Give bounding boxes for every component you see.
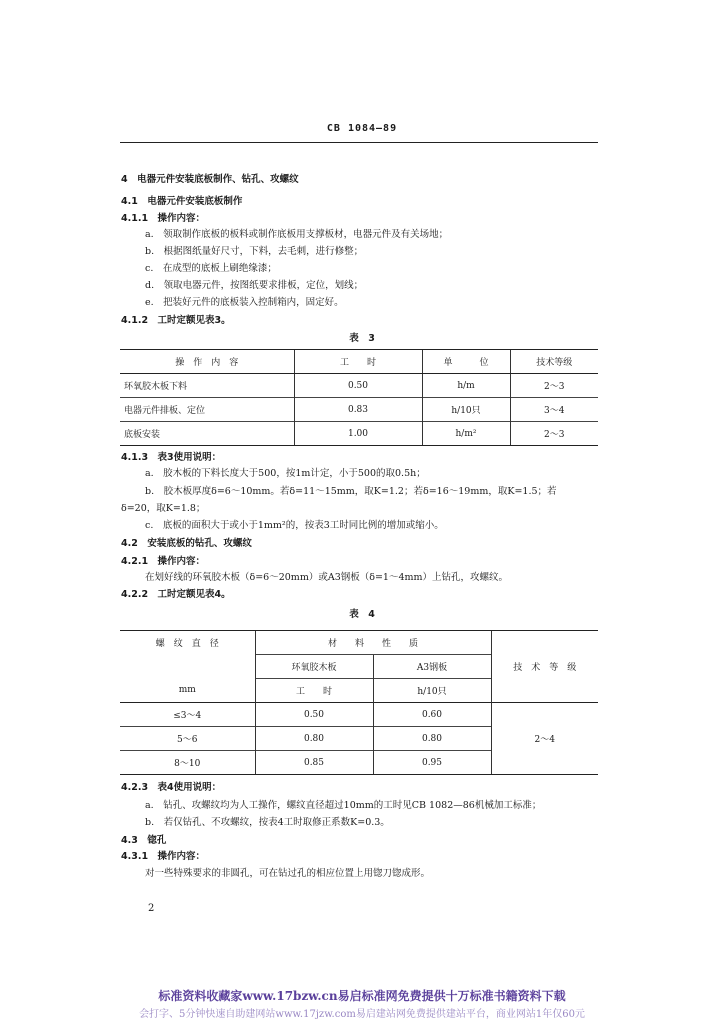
- list-item: e. 把装好元件的底板装入控制箱内，固定好。: [145, 297, 344, 308]
- table-cell: 5～6: [120, 727, 255, 751]
- section-4-2-1-title: 4.2.1 操作内容：: [121, 556, 206, 567]
- section-4-1-1-title: 4.1.1 操作内容：: [121, 213, 206, 224]
- list-item: b. 根据图纸量好尺寸，下料，去毛刺，进行修整；: [145, 246, 364, 257]
- note-item: b. 若仅钻孔、不攻螺纹，按表4工时取修正系数K=0.3。: [145, 817, 390, 828]
- table-4: [120, 631, 598, 774]
- watermark-line-1: 标准资料收藏家www.17bzw.cn易启标准网免费提供十万标准书籍资料下载: [158, 989, 566, 1003]
- section-4-2-title: 4.2 安装底板的钻孔、攻螺纹: [121, 538, 252, 549]
- table-header-row: [120, 631, 598, 655]
- note-item: a. 胶木板的下料长度大于500，按1m计定，小于500的取0.5h；: [145, 468, 426, 479]
- table-cell: 电器元件排板、定位: [120, 398, 294, 422]
- section-4-3-1-title: 4.3.1 操作内容：: [121, 851, 206, 862]
- table-cell: 底板安装: [120, 422, 294, 446]
- table-cell: 3～4: [510, 398, 598, 422]
- table-cell: 0.50: [294, 374, 422, 398]
- table-header-cell: h/10只: [373, 679, 491, 703]
- body-text: 对一些特殊要求的非圆孔，可在钻过孔的相应位置上用锪刀锪成形。: [145, 868, 431, 879]
- body-text: 在划好线的环氧胶木板（δ=6～20mm）或A3钢板（δ=1～4mm）上钻孔，攻螺纹。: [145, 572, 509, 583]
- note-item: c. 底板的面积大于或小于1mm²的，按表3工时同比例的增加或缩小。: [145, 520, 444, 531]
- table-cell: 8～10: [120, 751, 255, 775]
- list-item: d. 领取电器元件，按图纸要求排板，定位，划线；: [145, 280, 364, 291]
- table-cell: 0.85: [255, 751, 373, 775]
- table-cell: 2～4: [491, 703, 598, 775]
- table-row: [120, 422, 598, 446]
- table-cell: 0.80: [373, 727, 491, 751]
- table-cell: 环氧胶木板下料: [124, 382, 188, 392]
- table-3-bottom-rule: [120, 445, 598, 446]
- list-item: c. 在成型的底板上刷绝缘漆；: [145, 263, 277, 274]
- section-4-1-3-title: 4.1.3 表3使用说明：: [121, 452, 222, 463]
- table-cell: 2～3: [510, 374, 598, 398]
- table-cell: 0.83: [294, 398, 422, 422]
- note-item: δ=20，取K=1.8；: [121, 503, 206, 514]
- header-rule: [120, 142, 598, 143]
- list-item: a. 领取制作底板的板料或制作底板用支撑板材，电器元件及有关场地；: [145, 229, 449, 240]
- table-3-caption: 表 3: [349, 333, 375, 344]
- section-4-1-title: 4.1 电器元件安装底板制作: [121, 196, 243, 207]
- table-header-cell: A3钢板: [373, 655, 491, 679]
- table-header-cell: 工 时: [255, 679, 373, 703]
- table-row: [120, 398, 598, 422]
- table-header-cell: 螺 纹 直 径: [155, 639, 219, 650]
- table-header-cell: 材 料 性 质: [255, 631, 491, 655]
- table-cell: h/10只: [422, 398, 510, 422]
- table-cell: 1.00: [294, 422, 422, 446]
- table-cell: 0.60: [373, 703, 491, 727]
- table-cell: ≤3～4: [173, 711, 202, 721]
- table-4-caption: 表 4: [349, 609, 375, 620]
- section-4-3-title: 4.3 锪孔: [121, 835, 167, 846]
- table-row: [120, 374, 598, 398]
- table-row: [120, 703, 598, 727]
- note-item: b. 胶木板厚度δ=6～10mm。若δ=11～15mm，取K=1.2；若δ=16～19mm，取K=1.5；若: [145, 486, 557, 497]
- table-cell: 0.80: [255, 727, 373, 751]
- document-header: CB 1084—89: [326, 123, 398, 134]
- table-4-bottom-rule: [120, 774, 598, 775]
- watermark-line-2: 会打字、5分钟快速自助建网站www.17jzw.com易启建站网免费提供建站平台，商业网站1年仅60元: [139, 1009, 585, 1020]
- section-4-1-2-title: 4.1.2 工时定额见表3。: [121, 315, 231, 326]
- page-number: 2: [148, 903, 155, 914]
- table-header-cell: 单 位: [422, 350, 510, 374]
- table-cell: h/m²: [422, 422, 510, 446]
- table-header-row: [120, 350, 598, 374]
- table-cell: 0.95: [373, 751, 491, 775]
- table-header-cell: 工 时: [294, 350, 422, 374]
- table-header-cell: 技术等级: [510, 350, 598, 374]
- table-header-cell: mm: [178, 685, 196, 696]
- table-cell: 0.50: [255, 703, 373, 727]
- section-4-title: 4 电器元件安装底板制作、钻孔、攻螺纹: [121, 174, 299, 185]
- table-cell: 2～3: [510, 422, 598, 446]
- table-header-cell: [120, 655, 255, 679]
- table-3: [120, 350, 598, 445]
- table-header-cell: 操 作 内 容: [120, 350, 294, 374]
- section-4-2-3-title: 4.2.3 表4使用说明：: [121, 782, 222, 793]
- table-header-cell: 环氧胶木板: [255, 655, 373, 679]
- note-item: a. 钻孔、攻螺纹均为人工操作，螺纹直径超过10mm的工时见CB 1082—86机械加工标准；: [145, 800, 542, 811]
- section-4-2-2-title: 4.2.2 工时定额见表4。: [121, 589, 231, 600]
- table-cell: h/m: [422, 374, 510, 398]
- table-header-cell: 技 术 等 级: [491, 631, 598, 703]
